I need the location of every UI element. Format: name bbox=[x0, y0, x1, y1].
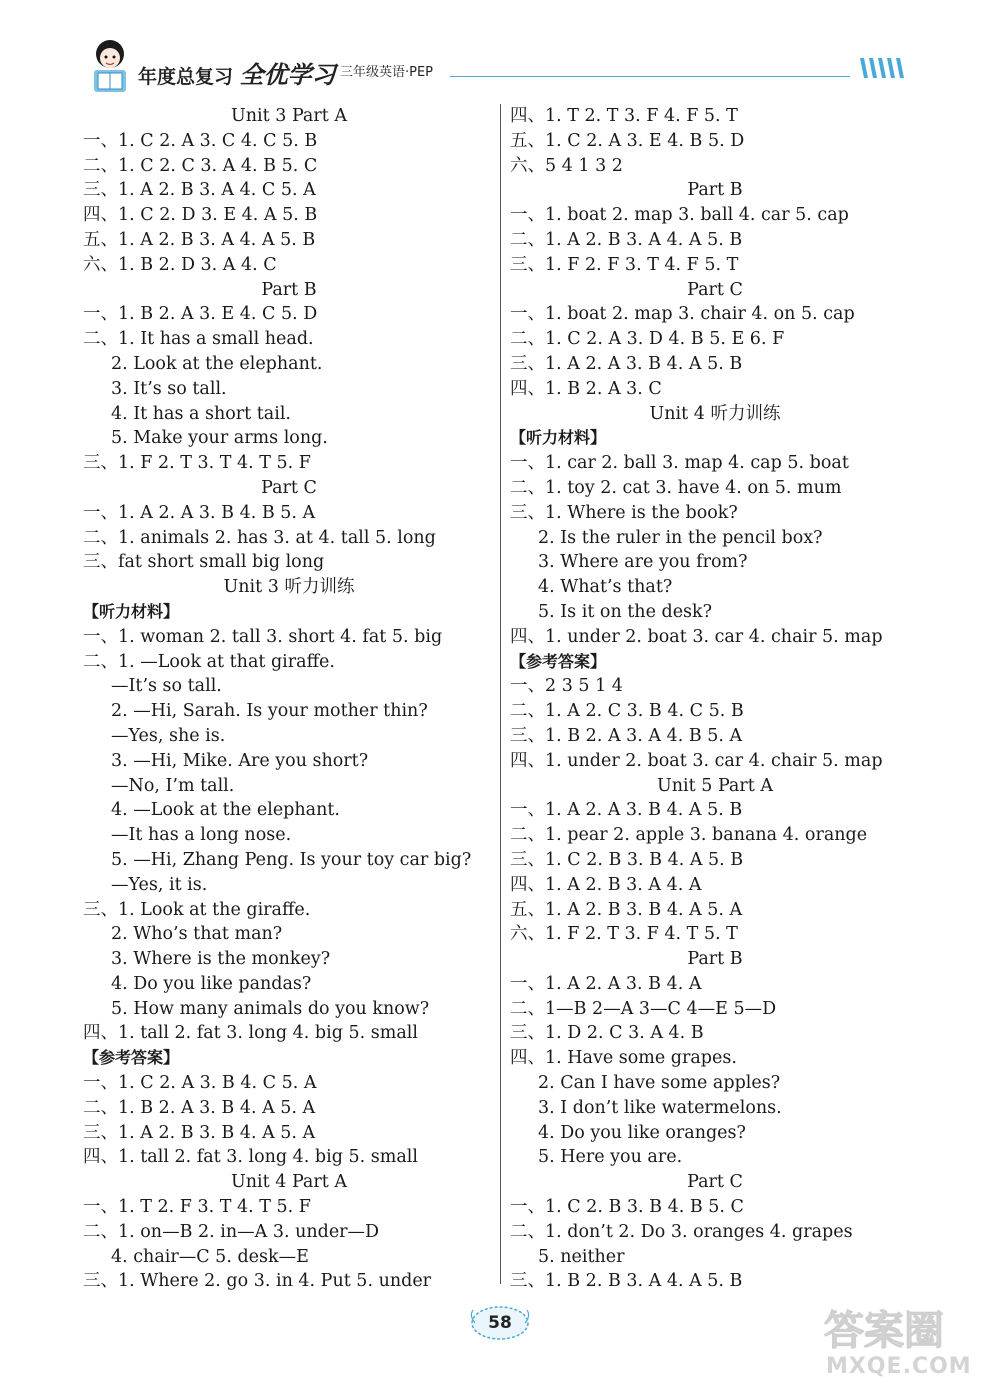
section-heading: Part C bbox=[687, 279, 743, 300]
answer-line: 一、1. A 2. A 3. B 4. B 5. A bbox=[83, 502, 316, 523]
answer-line: 四、1. C 2. D 3. E 4. A 5. B bbox=[83, 205, 318, 226]
answer-line: 一、1. woman 2. tall 3. short 4. fat 5. big bbox=[83, 626, 443, 647]
answer-line: 二、1. It has a small head. bbox=[83, 329, 314, 350]
answer-line: —It’s so tall. bbox=[111, 676, 222, 697]
answer-line: 四、1. under 2. boat 3. car 4. chair 5. map bbox=[510, 750, 883, 771]
section-heading: Unit 4 Part A bbox=[231, 1172, 347, 1193]
answer-line: 二、1. C 2. C 3. A 4. B 5. C bbox=[83, 155, 318, 176]
answer-line: 二、1. —Look at that giraffe. bbox=[83, 651, 335, 672]
answer-line: 六、1. F 2. T 3. F 4. T 5. T bbox=[510, 924, 738, 945]
answer-line: 2. Who’s that man? bbox=[111, 924, 283, 945]
answer-line: 二、1. A 2. B 3. A 4. A 5. B bbox=[510, 229, 743, 250]
answer-line: 四、1. under 2. boat 3. car 4. chair 5. map bbox=[510, 626, 883, 647]
answer-line: 5. —Hi, Zhang Peng. Is your toy car big? bbox=[111, 849, 472, 870]
watermark-logo-icon bbox=[820, 1298, 980, 1358]
answer-line: 5. Make your arms long. bbox=[111, 428, 328, 449]
answer-line: 四、1. tall 2. fat 3. long 4. big 5. small bbox=[83, 1147, 418, 1168]
answer-line: 一、1. A 2. A 3. B 4. A bbox=[510, 973, 702, 994]
section-heading: Unit 4 听力训练 bbox=[649, 403, 781, 424]
answer-line: 三、1. C 2. B 3. B 4. A 5. B bbox=[510, 849, 744, 870]
answer-line: 二、1. toy 2. cat 3. have 4. on 5. mum bbox=[510, 477, 842, 498]
answer-line: 三、1. A 2. B 3. B 4. A 5. A bbox=[83, 1122, 316, 1143]
answer-line: 二、1. A 2. C 3. B 4. C 5. B bbox=[510, 701, 744, 722]
answer-line: 2. Look at the elephant. bbox=[111, 353, 323, 374]
answer-line: 五、1. A 2. B 3. A 4. A 5. B bbox=[83, 229, 316, 250]
answer-line: 二、1. B 2. A 3. B 4. A 5. A bbox=[83, 1097, 316, 1118]
answer-line: —It has a long nose. bbox=[111, 825, 292, 846]
answer-line: 四、1. Have some grapes. bbox=[510, 1048, 737, 1069]
answer-line: 四、1. B 2. A 3. C bbox=[510, 378, 662, 399]
answer-line: 三、1. D 2. C 3. A 4. B bbox=[510, 1023, 704, 1044]
right-column bbox=[510, 104, 920, 1294]
answer-line: 二、1. on—B 2. in—A 3. under—D bbox=[83, 1221, 380, 1242]
left-column bbox=[83, 104, 495, 1294]
answer-line: 3. Where are you from? bbox=[538, 552, 748, 573]
header-stripes-icon bbox=[858, 58, 910, 78]
answer-line: 一、1. boat 2. map 3. chair 4. on 5. cap bbox=[510, 304, 855, 325]
answer-line: 4. It has a short tail. bbox=[111, 403, 291, 424]
subsection-label: 【听力材料】 bbox=[510, 428, 607, 448]
answer-line: 六、1. B 2. D 3. A 4. C bbox=[83, 254, 277, 275]
answer-line: 4. chair—C 5. desk—E bbox=[111, 1246, 309, 1267]
answer-line: 一、1. C 2. B 3. B 4. B 5. C bbox=[510, 1197, 744, 1218]
answer-line: 三、1. F 2. T 3. T 4. T 5. F bbox=[83, 453, 311, 474]
section-heading: Unit 3 Part A bbox=[231, 106, 347, 126]
answer-line: 一、2 3 5 1 4 bbox=[510, 676, 623, 697]
section-heading: Part C bbox=[261, 477, 317, 498]
page-number: 58 bbox=[488, 1313, 512, 1333]
watermark-logo-text: 答案圈 bbox=[824, 1308, 944, 1354]
answer-line: 5. Is it on the desk? bbox=[538, 601, 713, 622]
answer-line: 4. Do you like oranges? bbox=[538, 1122, 746, 1143]
brand-main: 全优学习 bbox=[239, 61, 336, 89]
answer-line: 三、1. B 2. A 3. A 4. B 5. A bbox=[510, 725, 743, 746]
answer-line: 四、1. tall 2. fat 3. long 4. big 5. small bbox=[83, 1023, 418, 1044]
answer-line: 二、1—B 2—A 3—C 4—E 5—D bbox=[510, 998, 777, 1019]
section-heading: Part B bbox=[687, 949, 743, 970]
answer-line: 2. Can I have some apples? bbox=[538, 1073, 781, 1094]
student-mascot-icon bbox=[84, 36, 136, 96]
section-heading: Part C bbox=[687, 1172, 743, 1193]
answer-line: —Yes, she is. bbox=[111, 725, 226, 746]
answer-line: 一、1. A 2. A 3. B 4. A 5. B bbox=[510, 800, 743, 821]
answer-line: 3. —Hi, Mike. Are you short? bbox=[111, 750, 369, 771]
answer-line: 4. Do you like pandas? bbox=[111, 973, 312, 994]
answer-line: 3. Where is the monkey? bbox=[111, 949, 331, 970]
subsection-label: 【听力材料】 bbox=[83, 601, 180, 621]
answer-line: 5. neither bbox=[538, 1246, 625, 1267]
answer-line: 三、1. F 2. F 3. T 4. F 5. T bbox=[510, 254, 739, 275]
answer-line: 4. What’s that? bbox=[538, 577, 673, 598]
page-number-badge bbox=[467, 1302, 533, 1344]
section-heading: Unit 3 听力训练 bbox=[223, 577, 355, 598]
answer-line: 二、1. animals 2. has 3. at 4. tall 5. long bbox=[83, 527, 436, 548]
answer-line: 二、1. C 2. A 3. D 4. B 5. E 6. F bbox=[510, 329, 785, 350]
answer-line: 三、1. A 2. B 3. A 4. C 5. A bbox=[83, 180, 316, 201]
answer-line: 3. It’s so tall. bbox=[111, 378, 227, 399]
answer-line: 2. Is the ruler in the pencil box? bbox=[538, 527, 823, 548]
section-heading: Part B bbox=[261, 279, 317, 300]
page-header bbox=[0, 0, 1000, 100]
header-rule bbox=[450, 76, 850, 77]
answer-line: —Yes, it is. bbox=[111, 874, 208, 895]
answer-line: 5. How many animals do you know? bbox=[111, 998, 430, 1019]
answer-line: 一、1. C 2. A 3. B 4. C 5. A bbox=[83, 1073, 317, 1094]
answer-line: 二、1. pear 2. apple 3. banana 4. orange bbox=[510, 825, 868, 846]
answer-line: 三、1. A 2. A 3. B 4. A 5. B bbox=[510, 353, 743, 374]
answer-line: 三、1. Where 2. go 3. in 4. Put 5. under bbox=[83, 1271, 432, 1292]
section-heading: Unit 5 Part A bbox=[657, 775, 773, 796]
site-watermark bbox=[820, 1298, 980, 1388]
subject-label: 三年级英语·PEP bbox=[340, 65, 434, 80]
brand-prefix: 年度总复习 bbox=[138, 66, 234, 88]
answer-line: 三、1. B 2. B 3. A 4. A 5. B bbox=[510, 1271, 743, 1292]
answer-line: 三、fat short small big long bbox=[83, 552, 325, 573]
answer-line: 3. I don’t like watermelons. bbox=[538, 1097, 782, 1118]
answer-line: 四、1. A 2. B 3. A 4. A bbox=[510, 874, 702, 895]
answer-line: 六、5 4 1 3 2 bbox=[510, 155, 623, 176]
column-divider bbox=[500, 104, 501, 1284]
answer-line: 二、1. don’t 2. Do 3. oranges 4. grapes bbox=[510, 1221, 853, 1242]
answer-line: 5. Here you are. bbox=[538, 1147, 683, 1168]
watermark-url: MXQE.COM bbox=[826, 1354, 972, 1379]
subsection-label: 【参考答案】 bbox=[83, 1048, 180, 1068]
answer-line: 四、1. T 2. T 3. F 4. F 5. T bbox=[510, 106, 738, 126]
answer-line: 五、1. A 2. B 3. B 4. A 5. A bbox=[510, 899, 743, 920]
answer-line: 一、1. B 2. A 3. E 4. C 5. D bbox=[83, 304, 318, 325]
section-heading: Part B bbox=[687, 180, 743, 201]
answer-line: 一、1. C 2. A 3. C 4. C 5. B bbox=[83, 130, 318, 151]
answer-line: 一、1. car 2. ball 3. map 4. cap 5. boat bbox=[510, 453, 849, 474]
answer-line: 五、1. C 2. A 3. E 4. B 5. D bbox=[510, 130, 745, 151]
brand-title bbox=[138, 55, 336, 90]
answer-line: 一、1. T 2. F 3. T 4. T 5. F bbox=[83, 1197, 311, 1218]
answer-line: 三、1. Look at the giraffe. bbox=[83, 899, 311, 920]
answer-line: 一、1. boat 2. map 3. ball 4. car 5. cap bbox=[510, 205, 849, 226]
answer-line: 4. —Look at the elephant. bbox=[111, 800, 340, 821]
answer-line: 三、1. Where is the book? bbox=[510, 502, 738, 523]
subsection-label: 【参考答案】 bbox=[510, 651, 607, 671]
answer-line: —No, I’m tall. bbox=[111, 775, 235, 796]
answer-line: 2. —Hi, Sarah. Is your mother thin? bbox=[111, 701, 428, 722]
